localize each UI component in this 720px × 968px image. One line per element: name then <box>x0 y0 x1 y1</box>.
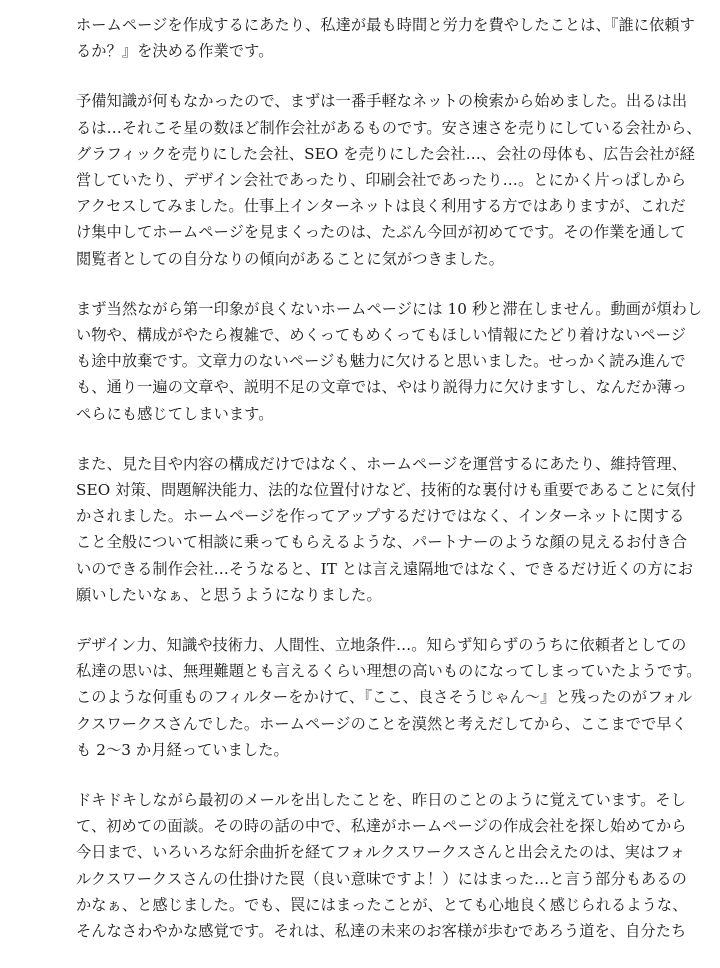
paragraph-2 <box>76 88 702 271</box>
text-line: SEO 対策、問題解決能力、法的な位置付けなど、技術的な裏付けも重要であることに気付 <box>76 481 697 500</box>
text-line: デザイン力、知識や技術力、人間性、立地条件…。知らず知らずのうちに依頼者としての <box>76 636 687 655</box>
paragraph-6 <box>76 787 688 944</box>
text-line: こと全般について相談に乗ってもらえるような、パートナーのような顔の見えるお付き合 <box>76 533 688 552</box>
text-line: 私達の思いは、無理難題とも言えるくらい理想の高いものになってしまっていたようです。 <box>76 662 702 681</box>
text-line: かなぁ、と感じました。でも、罠にはまったことが、とても心地良く感じられるような、 <box>76 895 688 914</box>
text-line: クスワークスさんでした。ホームページのことを漠然と考えだしてから、ここまでで早く <box>76 714 687 733</box>
text-line: け集中してホームページを見まくったのは、たぶん今回が初めてです。その作業を通して <box>76 223 686 242</box>
text-line: い物や、構成がやたら複雑で、めくってもめくってもほしい情報にたどり着けないページ <box>76 326 686 345</box>
text-line: 閲覧者としての自分なりの傾向があることに気がつきました。 <box>76 249 505 268</box>
text-line: グラフィックを売りにした会社、SEO を売りにした会社…、会社の母体も、広告会社が経 <box>76 144 695 163</box>
text-line: ぺらにも感じてしまいます。 <box>76 404 274 423</box>
paragraph-3 <box>76 296 703 427</box>
text-line: ドキドキしながら最初のメールを出したことを、昨日のことのように覚えています。そし <box>76 791 686 810</box>
text-line: アクセスしてみました。仕事上インターネットは良く利用する方ではありますが、これだ <box>76 197 686 216</box>
paragraph-1 <box>76 12 695 64</box>
text-line: 予備知識が何もなかったので、まずは一番手軽なネットの検索から始めました。出るは出 <box>76 92 688 111</box>
text-line: ホームページを作成するにあたり、私達が最も時間と労力を費やしたことは、『誰に依頼す <box>76 16 695 34</box>
text-line: まず当然ながら第一印象が良くないホームページには 10 秒と滞在しません。動画が煩わし <box>76 299 703 318</box>
text-line: 願いしたいなぁ、と思うようになりました。 <box>76 585 382 604</box>
text-line: ルクスワークスさんの仕掛けた罠（良い意味ですよ！）にはまった…と言う部分もあるの <box>76 869 687 888</box>
text-line: も、通り一遍の文章や、説明不足の文章では、やはり説得力に欠けますし、なんだか薄っ <box>76 378 688 397</box>
text-line: そんなさわやかな感覚です。それは、私達の未来のお客様が歩むであろう道を、自分たち <box>76 922 687 941</box>
text-line: るか？』を決める作業です。 <box>76 42 274 61</box>
text-line: て、初めての面談。その時の話の中で、私達がホームページの作成会社を探し始めてから <box>76 817 687 836</box>
text-line: 今日まで、いろいろな紆余曲折を経てフォルクスワークスさんと出会えたのは、実はフォ <box>76 843 686 862</box>
paragraph-4 <box>76 451 697 608</box>
text-line: 営していたり、デザイン会社であったり、印刷会社であったり…。とにかく片っぱしから <box>76 171 687 190</box>
document-body <box>76 12 703 968</box>
text-line: るは…それこそ星の数ほど制作会社があるものです。安さ速さを売りにしている会社から、 <box>76 118 702 137</box>
text-line: このような何重ものフィルターをかけて、『ここ、良さそうじゃん～』と残ったのがフォル <box>76 688 693 707</box>
paragraph-5 <box>76 632 702 763</box>
text-line: いのできる制作会社…そうなると、IT とは言え遠隔地ではなく、できるだけ近くの方にお <box>76 559 694 578</box>
text-line: も途中放棄です。文章力のないページも魅力に欠けると思いました。せっかく読み進んで <box>76 352 686 371</box>
text-line: も 2～3 か月経っていました。 <box>76 740 289 759</box>
text-line: また、見た目や内容の構成だけではなく、ホームページを運営するにあたり、維持管理、 <box>76 454 687 473</box>
text-line: かされました。ホームページを作ってアップするだけではなく、インターネットに関する <box>76 507 685 526</box>
